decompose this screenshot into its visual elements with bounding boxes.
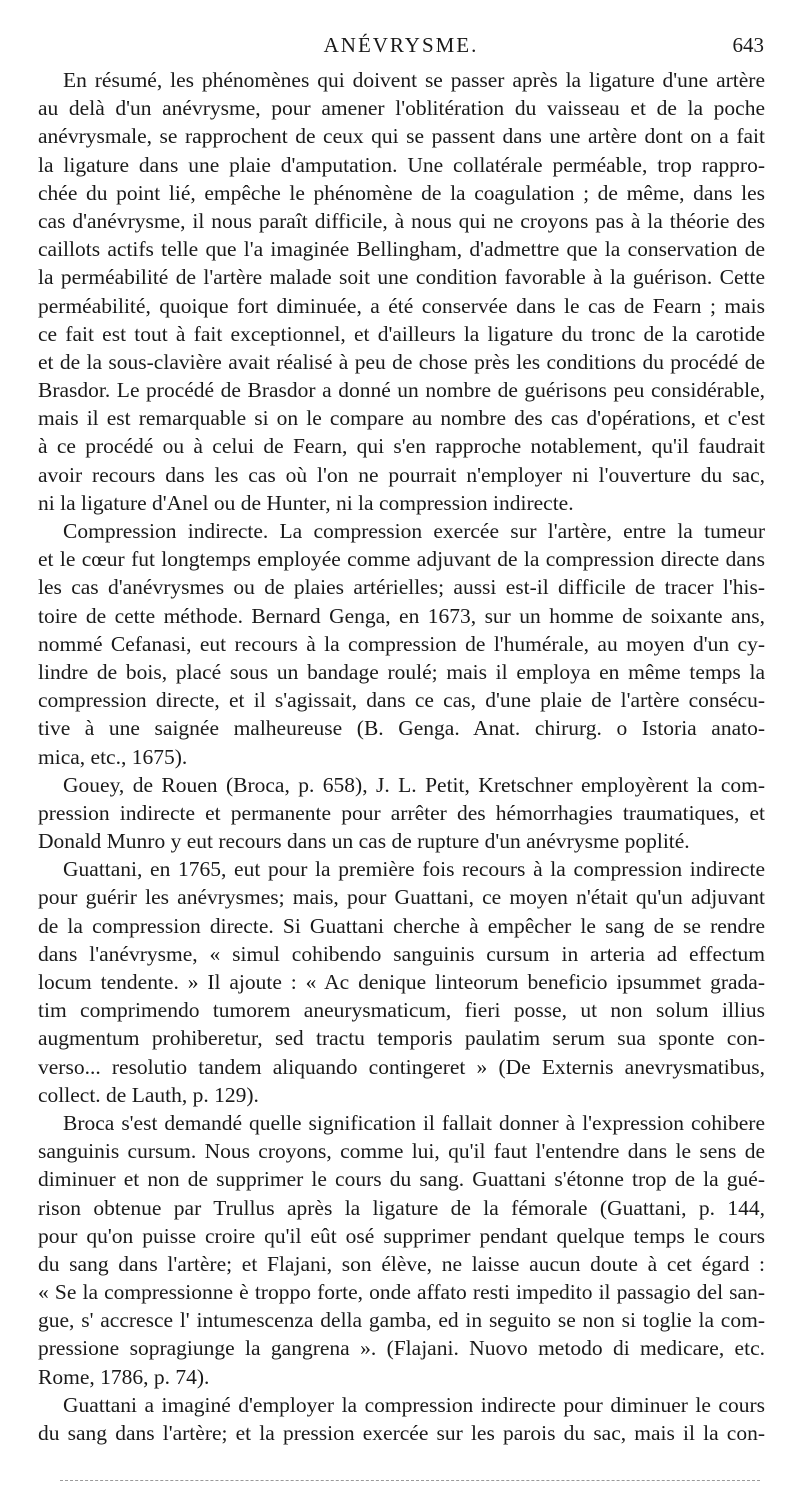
text-line: ni la ligature d'Anel ou de Hunter, ni la compression indirecte. (38, 490, 574, 515)
text-line: tim comprimendo tumorem aneurysmaticum, fieri posse, ut non solum illius (38, 998, 765, 1023)
text-line: nommé Cefanasi, eut recours à la compression de l'humérale, au moyen d'un cy- (38, 631, 765, 656)
text-line: Compression indirecte. La compression exercée sur l'artère, entre la tumeur (63, 519, 765, 543)
text-line: avoir recours dans les cas où l'on ne pourrait n'employer ni l'ouverture du sac, (38, 462, 765, 487)
running-title: ANÉVRYSME. (323, 33, 479, 57)
text-line: du sang dans l'artère; et Flajani, son élève, ne laisse aucun doute à cet égard : (38, 1251, 765, 1276)
text-line: chée du point lié, empêche le phénomène de la coagulation ; de même, dans les (38, 180, 765, 205)
text-line: Broca s'est demandé quelle signification il fallait donner à l'expression cohibere (63, 1110, 765, 1135)
text-line: au delà d'un anévrysme, pour amener l'oblitération du vaisseau et de la poche (38, 96, 765, 121)
text-line: les cas d'anévrysmes ou de plaies artérielles; aussi est-il difficile de tracer l'his- (38, 575, 765, 600)
text-line: sanguinis cursum. Nous croyons, comme lui, qu'il faut l'entendre dans le sens de (38, 1139, 765, 1164)
text-line: Guattani a imaginé d'employer la compression indirecte pour diminuer le cours (63, 1392, 765, 1417)
text-line: toire de cette méthode. Bernard Genga, en 1673, sur un homme de soixante ans, (38, 603, 765, 628)
text-line: tive à une saignée malheureuse (B. Genga. Anat. chirurg. o Istoria anato- (38, 716, 765, 741)
text-line: compression directe, et il s'agissait, dans ce cas, d'une plaie de l'artère consécu- (38, 688, 765, 713)
text-line: anévrysmale, se rapprochent de ceux qui se passent dans une artère dont on a fait (38, 124, 765, 149)
text-line: Donald Munro y eut recours dans un cas de rupture d'un anévrysme poplité. (38, 829, 690, 854)
text-line: « Se la compressionne è troppo forte, onde affato resti impedito il passagio del san- (38, 1280, 765, 1305)
text-line: ce fait est tout à fait exceptionnel, et d'ailleurs la ligature du tronc de la carotide (38, 321, 765, 346)
text-line: Brasdor. Le procédé de Brasdor a donné un nombre de guérisons peu considérable, (38, 378, 765, 403)
text-line: pressione sopragiunge la gangrena ». (Flajani. Nuovo metodo di medicare, etc. (38, 1336, 765, 1361)
text-line: de la compression directe. Si Guattani cherche à empêcher le sang de se rendre (38, 913, 765, 938)
text-line: Rome, 1786, p. 74). (38, 1364, 210, 1389)
text-line: locum tendente. » Il ajoute : « Ac denique linteorum beneficio ipsummet grada- (38, 970, 765, 994)
text-line: Gouey, de Rouen (Broca, p. 658), J. L. Petit, Kretschner employèrent la com- (63, 772, 765, 797)
text-line: lindre de bois, placé sous un bandage roulé; mais il employa en même temps la (38, 659, 765, 684)
text-line: En résumé, les phénomènes qui doivent se passer après la ligature d'une artère (63, 68, 765, 92)
text-line: gue, s' accresce l' intumescenza della gamba, ed in seguito se non si toglie la com- (38, 1308, 765, 1333)
text-line: et le cœur fut longtemps employée comme adjuvant de la compression directe dans (38, 547, 765, 572)
text-line: la perméabilité de l'artère malade soit une condition favorable à la guérison. Cette (38, 265, 765, 290)
text-line: et de la sous-clavière avait réalisé à peu de chose près les conditions du procédé de (38, 349, 765, 374)
text-line: caillots actifs telle que l'a imaginée Bellingham, d'admettre que la conservation de (38, 237, 765, 262)
text-line: pression indirecte et permanente pour arrêter des hémorrhagies traumatiques, et (38, 800, 765, 825)
text-line: du sang dans l'artère; et la pression exercée sur les parois du sac, mais il la con- (38, 1421, 765, 1445)
text-line: diminuer et non de supprimer le cours du sang. Guattani s'étonne trop de la gué- (38, 1167, 765, 1192)
body-text (38, 66, 765, 1447)
text-line: rison obtenue par Trullus après la ligature de la fémorale (Guattani, p. 144, (38, 1195, 765, 1220)
text-line: mais il est remarquable si on le compare au nombre des cas d'opérations, et c'est (38, 406, 765, 431)
text-line: augmentum prohiberetur, sed tractu temporis paulatim serum sua sponte con- (38, 1026, 765, 1051)
text-line: pour qu'on puisse croire qu'il eût osé supprimer pendant quelque temps le cours (38, 1223, 765, 1248)
text-line: Guattani, en 1765, eut pour la première fois recours à la compression indirecte (63, 857, 765, 882)
footer-rule (60, 1480, 760, 1481)
text-line: mica, etc., 1675). (38, 744, 188, 769)
text-line: verso... resolutio tandem aliquando contingeret » (De Externis anevrysmatibus, (38, 1054, 765, 1079)
text-line: à ce procédé ou à celui de Fearn, qui s'en rapproche notablement, qu'il faudrait (38, 434, 765, 459)
text-line: collect. de Lauth, p. 129). (38, 1082, 259, 1107)
text-line: pour guérir les anévrysmes; mais, pour Guattani, ce moyen n'était qu'un adjuvant (38, 885, 765, 910)
text-line: perméabilité, quoique fort diminuée, a été conservée dans le cas de Fearn ; mais (38, 293, 765, 318)
text-line: dans l'anévrysme, « simul cohibendo sanguinis cursum in arteria ad effectum (38, 941, 765, 966)
page-number: 643 (732, 33, 764, 57)
page-header (38, 30, 764, 60)
text-line: cas d'anévrysme, il nous paraît difficile, à nous qui ne croyons pas à la théorie des (38, 208, 765, 233)
text-line: la ligature dans une plaie d'amputation. Une collatérale perméable, trop rappro- (38, 152, 765, 177)
